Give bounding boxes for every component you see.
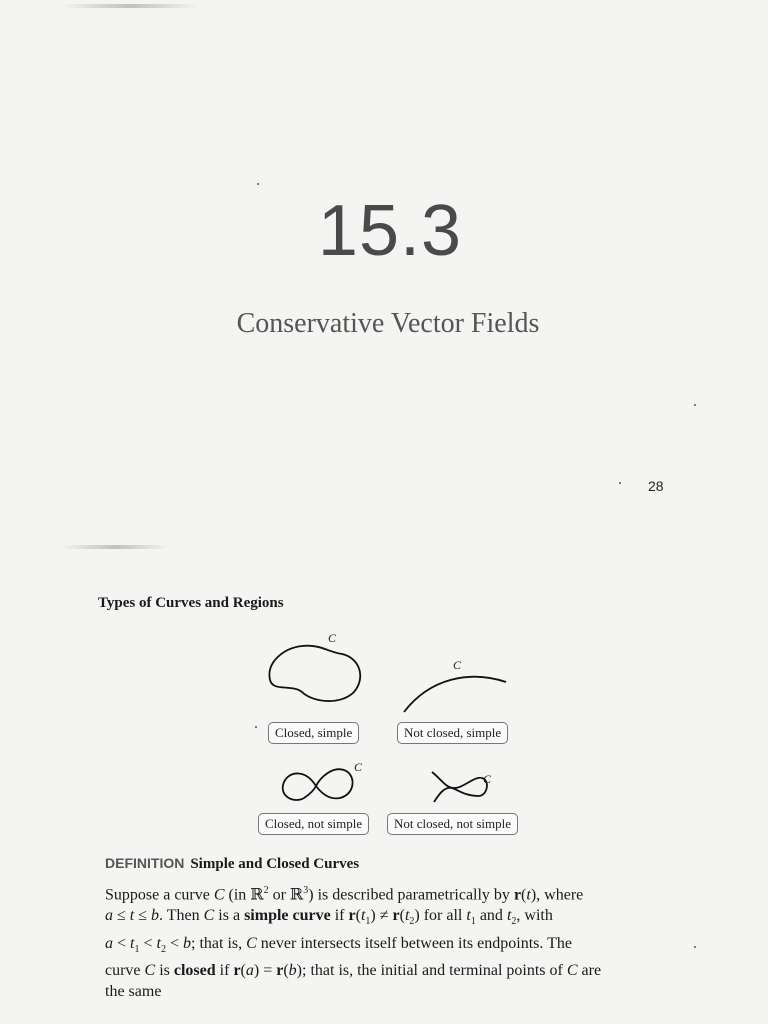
definition-keyword: DEFINITION xyxy=(105,855,185,871)
curve-label-c: C xyxy=(453,658,462,672)
scan-speck xyxy=(255,726,257,728)
definition-title: Simple and Closed Curves xyxy=(190,856,360,872)
section-number: 15.3 xyxy=(317,191,463,271)
scan-shadow-middle xyxy=(60,545,170,549)
scan-speck xyxy=(694,946,696,948)
page-number: 28 xyxy=(648,478,664,494)
definition-line: a ≤ t ≤ b. Then C is a simple curve if $r(t_1) \ne r(t_2)$ for all $t_1$ and $t_2$, with xyxy=(105,907,553,928)
label-not-closed-not-simple: Not closed, not simple xyxy=(387,813,518,835)
definition-body xyxy=(105,880,675,1002)
not-closed-simple-curve xyxy=(400,670,520,720)
definition-line: $a < t_1 < t_2 < b$; that is, C never intersects itself between its endpoints. The xyxy=(105,934,572,955)
definition-heading xyxy=(105,855,359,873)
curve-label-c: C xyxy=(354,760,363,774)
label-closed-not-simple: Closed, not simple xyxy=(258,813,369,835)
scan-speck xyxy=(257,183,259,185)
label-closed-simple: Closed, simple xyxy=(268,722,359,744)
curve-label-c: C xyxy=(483,772,492,786)
not-closed-not-simple-curve xyxy=(428,768,498,808)
scan-shadow-top xyxy=(60,4,200,8)
label-not-closed-simple: Not closed, simple xyxy=(397,722,508,744)
scan-speck xyxy=(694,404,696,406)
figure-heading: Types of Curves and Regions xyxy=(98,595,284,611)
section-title: Conservative Vector Fields xyxy=(236,308,540,339)
definition-line: curve C is closed if r(a) = r(b); that is, the initial and terminal points of C are xyxy=(105,961,602,979)
closed-simple-curve xyxy=(262,640,372,720)
definition-line: the same xyxy=(105,982,162,1000)
curve-label-c: C xyxy=(328,631,337,645)
scan-speck xyxy=(619,482,621,484)
closed-not-simple-curve xyxy=(278,764,368,814)
definition-line: Suppose a curve C (in ℝ$^2$ or ℝ$^3$) is described parametrically by r(t), where xyxy=(105,885,584,904)
